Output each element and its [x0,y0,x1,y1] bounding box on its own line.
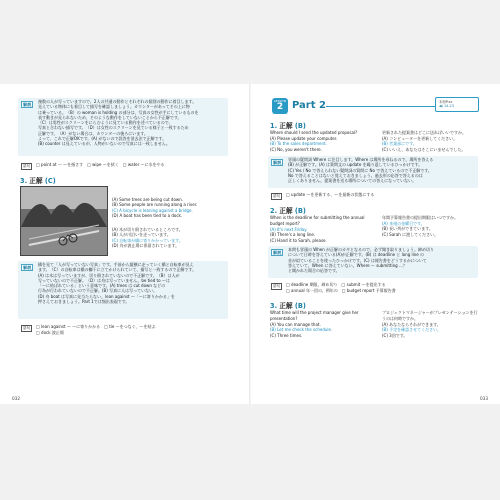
r-q2-vocab-line2: □ annual 年一回の、例年の □ budget report 予算報告書 [286,288,396,293]
r-q1-answer: (B) [294,122,306,130]
explanation-line: よって、これで正解OKです。(A) がないので誤答を消去法で正解です。 [38,136,167,142]
explanation-line: 写っていないので不正解。（D）は舟は写っていません。be tied to ～は [38,277,170,283]
r-q2-question-jp: 年間予算報告書の提出期限はいつですか。 [382,215,458,220]
r-q1-correct-label: 正解 [279,122,293,130]
explanation-line: 本問も冒頭の When が正解のカギとなるので、必ず聞き取りましょう。締め切り [288,247,434,252]
answer-option: (A) It's next Friday. [270,227,308,232]
r-q2-explanation-tag: 解説 [273,250,282,255]
part-badge [272,98,288,114]
r-q2-heading [270,205,306,215]
part-title: Part 2 [292,100,326,111]
option-translation: (C) 3回です。 [382,332,408,338]
r-q2-number: 2. [270,207,278,215]
bottom-explanation-tag: 解説 [23,265,32,270]
r-q2-question: When is the deadline for submitting the annual budget report? [270,215,365,226]
option-translation: (C) Sarah に渡してください。 [382,231,439,237]
option-translation: (B) 長い列ができています。 [382,226,433,232]
bottom-vocab-label: 語句 [23,326,31,330]
right-page [250,84,500,404]
r-q1-heading [270,120,306,130]
q3-translations [112,227,183,248]
option-translation: (C) 自転車が橋に寄りかかっています。 [112,237,183,243]
explanation-line: （C）は男性がスクリーンをにらむように見ている動作を述べているので、 [38,120,173,126]
explanation-line: 行為が行われていないので不正解。(B) 写真に人は写っていない。 [38,288,158,294]
part-badge-label: LESSON [274,99,286,103]
audio-page-ref: 本冊P.xx [439,100,453,104]
answer-option: (B) Let me check the schedule. [270,327,333,333]
r-q1-vocab-label: 語句 [273,194,281,198]
explanation-line: (B) counter は見えているが、人物がいないので写真には一致しません。 [38,141,171,147]
q3-correct-label: 正解 [29,177,43,185]
explanation-line: 表す動きが見られないため、そのような動作をしていないことから不正解です。 [38,114,182,120]
option-translation: (D) 舟が波止場に係留されています。 [112,242,180,248]
r-q2-explanation-text [288,247,476,273]
top-explanation-tag: 解説 [23,102,32,107]
explanation-line: (D) 舟 boat は写真に見当たらない。lean against ～「～に寄りかかる」を [38,293,175,299]
explanation-line: 複数の人が写っていますので、2人の共通の動作とそれぞれの個別の動作に着目します。 [38,99,197,104]
bridge-photo-illustration [21,187,107,255]
q3-photo-bridge [20,186,108,256]
r-q2-options [270,227,327,243]
explanation-line: No で答えることはないと覚えておきましょう。過去形の応答で答えるのは [288,172,423,178]
book-spread [0,84,500,404]
option-translation: (A) 木が切り倒されているところです。 [112,227,183,232]
left-page-number: 032 [12,396,20,401]
bottom-vocab-line1: □ lean against ～ ～に寄りかかる □ tie ～をつなぐ、～を結ぶ [36,324,156,329]
answer-option: (A) You can manage that. [270,322,321,327]
left-page [0,84,250,404]
r-q3-question: What time will the project manager give her presentation? [270,310,359,321]
explanation-line: (B) が正解です。(A) は質問文の update を繰り返しているひっかけです。 [288,162,423,168]
r-q2-vocab-line1: □ deadline 期限、締め切り □ submit ～を提出する [286,282,386,287]
explanation-line: 正解です。（A）がない場合は、カウンターの後ろにいます。 [38,130,148,136]
audio-track-ref: ◀) 14-23 [439,104,454,108]
explanation-line: 写真と合わない描写です。（D）は女性のスクリーンを見ている様子と一致するため [38,125,189,131]
r-q1-translations [382,136,465,152]
bottom-explanation-text [38,262,226,304]
explanation-line: (A) は木は写っていますが、切り倒されていないので不正解です。（B）は人が [38,272,180,278]
option-translation: (C) いいえ、あなたはそこにいませんでした。 [382,146,466,152]
answer-option: (C) No, you weren't there. [270,146,322,152]
right-page-number: 033 [480,396,488,401]
r-q3-number: 3. [270,302,278,310]
explanation-line: 橋を見て「人が写っていない写真」です。手前から縦横に走っていく橋と自転車が見え [38,262,194,267]
answer-option: (D) A boat has been tied to a dock. [112,212,183,218]
explanation-line: (C) Yes / No で答えられない疑問詞の質問に No で答えているので不正解です。 [288,167,432,173]
explanation-line: 押さえておきましょう。Part 1では頻出表現です。 [38,299,130,305]
r-q2-correct-label: 正解 [279,207,293,215]
explanation-line: 「～に結ばれている」という意味です。(A) trees は cut down などの [38,283,166,289]
answer-option: (C) Three times. [270,332,303,338]
r-q2-vocab-label: 語句 [273,284,281,288]
option-translation: (B) 予定を確認させてください。 [382,327,442,333]
r-q2-translations [382,221,438,237]
r-q3-heading [270,300,306,310]
explanation-line: 冒頭の疑問詞 Where に注目します。Where は場所を尋ねるので、場所を答える [288,157,434,162]
option-translation: (A) 来週の金曜日です。 [382,221,425,226]
answer-option: (B) Some people are running along a river. [112,202,198,208]
r-q3-options [270,322,332,338]
option-translation: (A) コンピューターを更新してください。 [382,136,458,141]
q3-options [112,197,197,218]
option-translation: (B) 営業部にです。 [382,141,417,147]
explanation-line: は乗っている。（B）の woman is holding の部分は、写真の女性が手にしているものを [38,109,199,115]
r-q3-question-jp: プロジェクトマネージャーがプレゼンテーションを行うのは何時ですか。 [382,310,478,321]
r-q1-explanation-tag: 解説 [273,160,282,165]
r-q1-question-jp: 更新された提案書はどこに送ればいいですか。 [382,130,466,135]
option-translation: (B) 人が川沿いを走っています。 [112,232,171,238]
r-q1-number: 1. [270,122,278,130]
q3-answer: (C) [44,177,56,185]
r-q3-correct-label: 正解 [279,302,293,310]
part-badge-number: 2 [276,102,284,112]
top-vocab-label: 語句 [23,164,31,168]
explanation-line: と聞かれた場合の応答です。 [288,268,340,274]
explanation-line: ます。（C）の自転車は橋の欄干に立てかけられていて、描写と一致するので正解です。 [38,267,197,273]
top-explanation-text [38,99,226,147]
explanation-line: 音が似ていることを使ったひっかけです。(C) は報告書をどうするかについて [288,257,427,263]
answer-option: (B) There's a long line. [270,232,316,238]
r-q1-explanation-text [288,157,476,183]
answer-option: (A) Please update your computer. [270,136,338,141]
r-q3-translations [382,322,441,338]
answer-option: (A) Some trees are being cut down. [112,197,183,202]
answer-option: (C) Hand it to Sarah, please. [270,237,327,243]
r-q1-options [270,136,337,152]
bottom-vocab-line2: □ dock 波止場 [36,330,64,335]
r-q2-answer: (B) [294,207,306,215]
explanation-line: 答えていて、When に答えていない。Where ～ submitting ...？ [288,262,407,268]
answer-option: (C) A bicycle is leaning against a bridge. [112,207,193,213]
r-q3-answer: (B) [294,302,306,310]
explanation-line: 正しくありません。提案書を送る場所についての答えになっていない。 [288,178,417,184]
explanation-line: について日時を答えている(A)が正解です。(B) は deadline と long line の [288,252,425,258]
audio-track-box [435,97,479,112]
q3-number: 3. [20,177,28,185]
r-q1-question: Where should I send the updated proposal? [270,130,358,135]
explanation-line: 見えている物体にも着目して描写を確認しましょう。カウンターがあってその上に物 [38,104,190,110]
answer-option: (B) To the sales department. [270,141,327,147]
q3-heading [20,175,56,185]
top-vocab-text: □ point at ～ ～を指さす □ wipe ～を拭く □ water ～に水をやる [36,162,165,167]
r-q1-vocab: □ update ～を更新する、～を最新の状態にする [286,192,375,197]
option-translation: (A) あなたならそれができます。 [382,322,441,327]
